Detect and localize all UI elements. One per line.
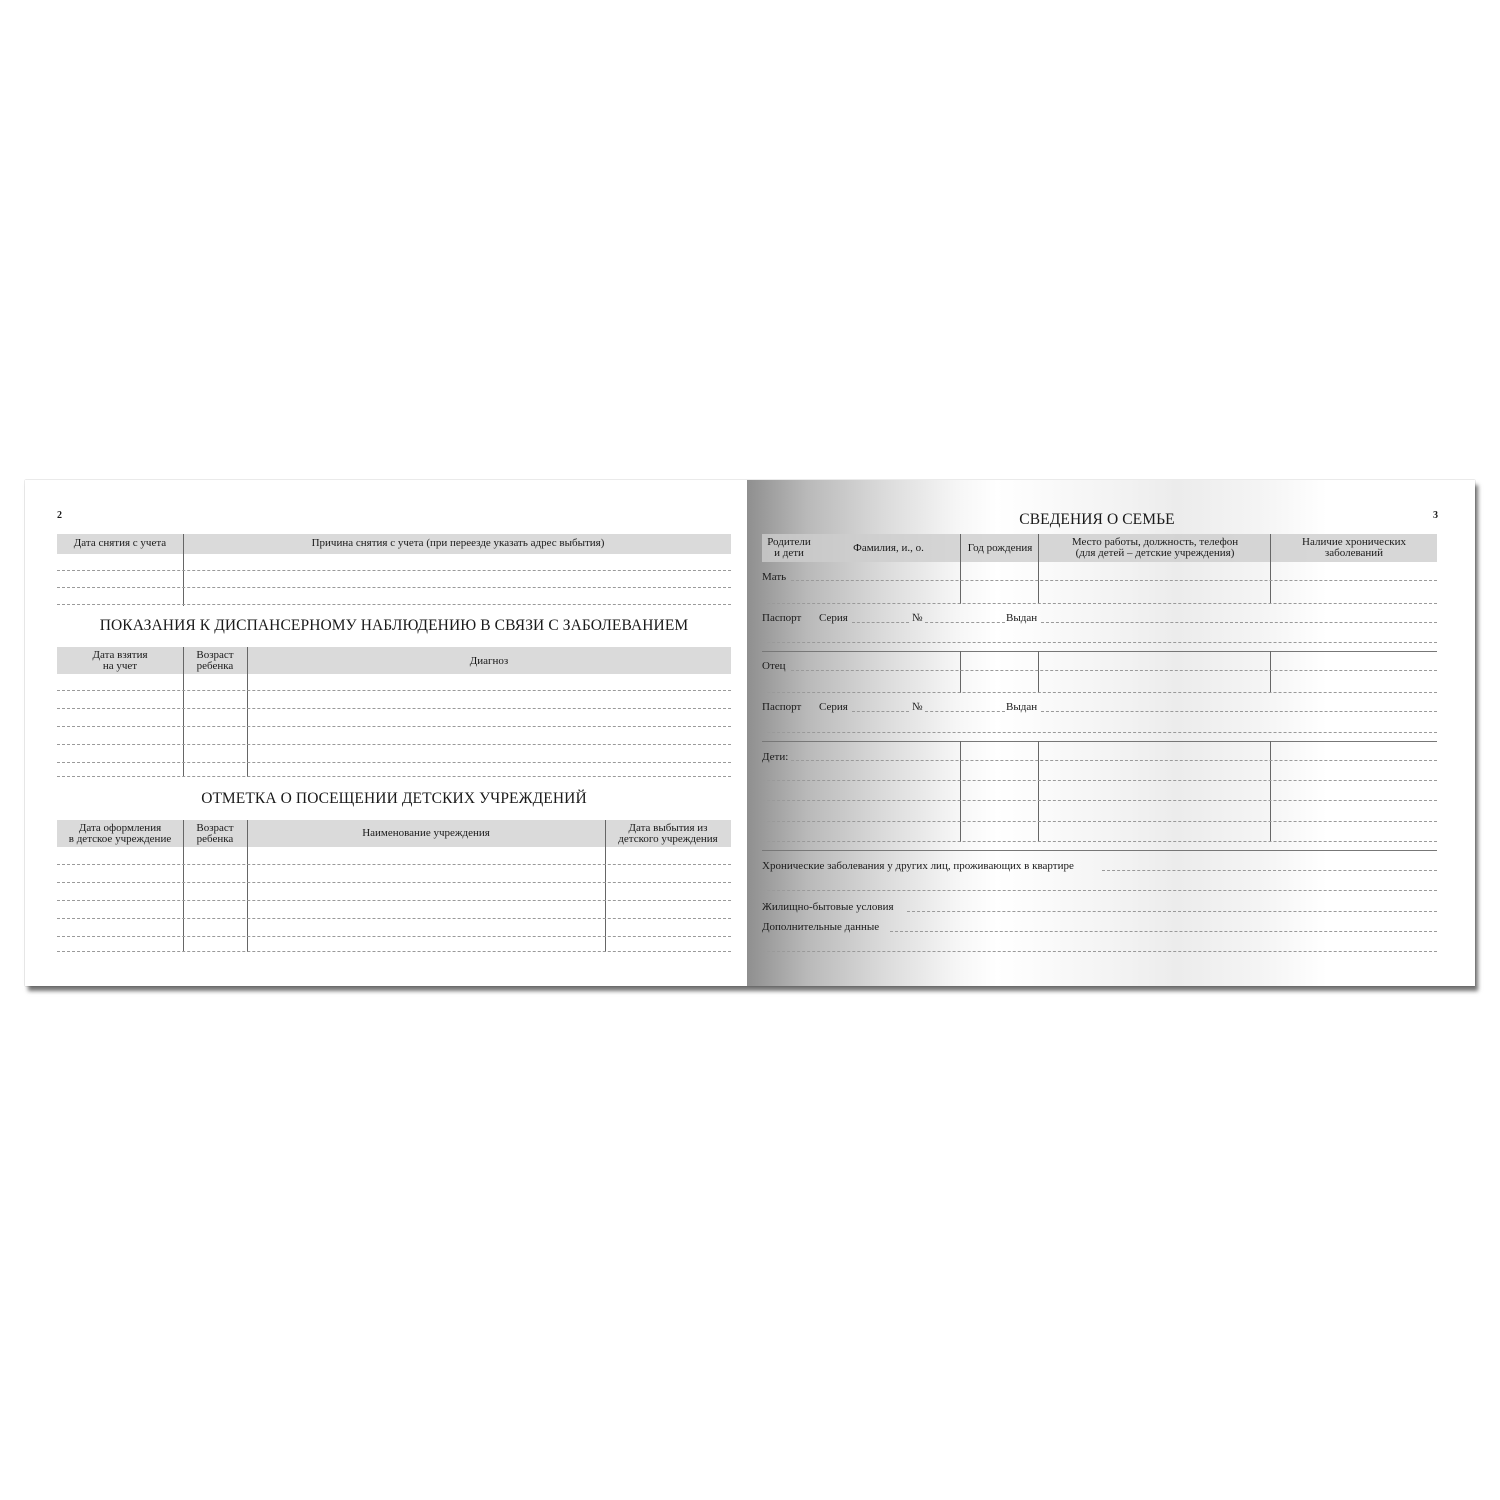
mother-label: Мать — [762, 571, 787, 583]
page-number-left: 2 — [57, 510, 62, 521]
family-divider — [960, 741, 961, 842]
fill-line — [762, 780, 1437, 781]
fill-line — [762, 642, 1437, 643]
fill-line — [852, 622, 909, 623]
table2-divider — [183, 647, 184, 777]
header-enrollment-date: Дата оформления в детское учреждение — [68, 822, 172, 845]
header-parents-children: Родители и дети — [767, 536, 811, 559]
fill-line — [57, 951, 731, 952]
passport-number-label: № — [912, 612, 923, 624]
fill-line — [925, 622, 1005, 623]
fill-line — [57, 900, 731, 901]
table2-divider — [247, 647, 248, 777]
family-divider — [1270, 534, 1271, 604]
passport-series-label: Серия — [819, 612, 848, 624]
section-rule — [762, 651, 1437, 652]
passport-label: Паспорт — [762, 612, 802, 624]
header-registration-date: Дата взятия на учет — [92, 649, 148, 672]
fill-line — [57, 882, 731, 883]
open-booklet — [25, 480, 1475, 986]
additional-data-label: Дополнительные данные — [762, 921, 880, 933]
passport-label: Паспорт — [762, 701, 802, 713]
fill-line — [791, 760, 1437, 761]
header-child-age: Возраст ребенка — [196, 822, 234, 845]
fill-line — [57, 587, 731, 588]
fill-line — [907, 911, 1437, 912]
living-conditions-label: Жилищно-бытовые условия — [762, 901, 894, 913]
fill-line — [57, 690, 731, 691]
fill-line — [762, 841, 1437, 842]
family-divider — [960, 534, 961, 604]
family-divider — [1038, 651, 1039, 693]
header-chronic-diseases: Наличие хронических заболеваний — [1302, 536, 1406, 559]
fill-line — [762, 732, 1437, 733]
section-rule — [762, 850, 1437, 851]
family-divider — [1270, 741, 1271, 842]
fill-line — [57, 604, 731, 605]
fill-line — [57, 936, 731, 937]
right-page — [747, 480, 1475, 986]
header-child-age: Возраст ребенка — [196, 649, 234, 672]
page-number-right: 3 — [1433, 510, 1438, 521]
left-page — [25, 480, 748, 986]
header-institution-name: Наименование учреждения — [362, 827, 490, 839]
fill-line — [925, 711, 1005, 712]
fill-line — [890, 931, 1437, 932]
header-removal-date: Дата снятия с учета — [73, 537, 167, 549]
fill-line — [762, 800, 1437, 801]
fill-line — [762, 890, 1437, 891]
table3-divider — [605, 820, 606, 952]
header-full-name: Фамилия, и., о. — [853, 542, 924, 554]
fill-line — [57, 570, 731, 571]
family-divider — [1038, 534, 1039, 604]
section-title-dispensary: ПОКАЗАНИЯ К ДИСПАНСЕРНОМУ НАБЛЮДЕНИЮ В СВЯЗИ С ЗАБОЛЕВАНИЕМ — [99, 617, 689, 634]
header-removal-reason: Причина снятия с учета (при переезде указать адрес выбытия) — [311, 537, 605, 549]
chronic-others-label: Хронические заболевания у других лиц, проживающих в квартире — [762, 860, 1074, 872]
fill-line — [1041, 711, 1437, 712]
father-label: Отец — [762, 660, 786, 672]
section-rule — [762, 741, 1437, 742]
passport-issued-label: Выдан — [1006, 612, 1038, 624]
fill-line — [791, 670, 1437, 671]
fill-line — [762, 821, 1437, 822]
children-label: Дети: — [762, 751, 789, 763]
fill-line — [57, 708, 731, 709]
section-title-institutions: ОТМЕТКА О ПОСЕЩЕНИИ ДЕТСКИХ УЧРЕЖДЕНИЙ — [201, 790, 587, 807]
fill-line — [762, 692, 1437, 693]
fill-line — [1041, 622, 1437, 623]
fill-line — [57, 726, 731, 727]
fill-line — [762, 951, 1437, 952]
fill-line — [791, 580, 1437, 581]
fill-line — [762, 603, 1437, 604]
fill-line — [57, 744, 731, 745]
fill-line — [57, 776, 731, 777]
header-diagnosis: Диагноз — [469, 655, 509, 667]
header-birth-year: Год рождения — [967, 542, 1033, 554]
fill-line — [57, 762, 731, 763]
header-workplace: Место работы, должность, телефон (для детей – детские учреждения) — [1071, 536, 1239, 559]
header-leave-date: Дата выбытия из детского учреждения — [618, 822, 718, 845]
family-divider — [960, 651, 961, 693]
table3-divider — [183, 820, 184, 952]
family-divider — [1038, 741, 1039, 842]
table3-divider — [247, 820, 248, 952]
section-title-family: СВЕДЕНИЯ О СЕМЬЕ — [1019, 511, 1175, 528]
passport-series-label: Серия — [819, 701, 848, 713]
fill-line — [852, 711, 909, 712]
fill-line — [57, 864, 731, 865]
fill-line — [57, 918, 731, 919]
passport-issued-label: Выдан — [1006, 701, 1038, 713]
fill-line — [1102, 870, 1437, 871]
passport-number-label: № — [912, 701, 923, 713]
family-divider — [1270, 651, 1271, 693]
